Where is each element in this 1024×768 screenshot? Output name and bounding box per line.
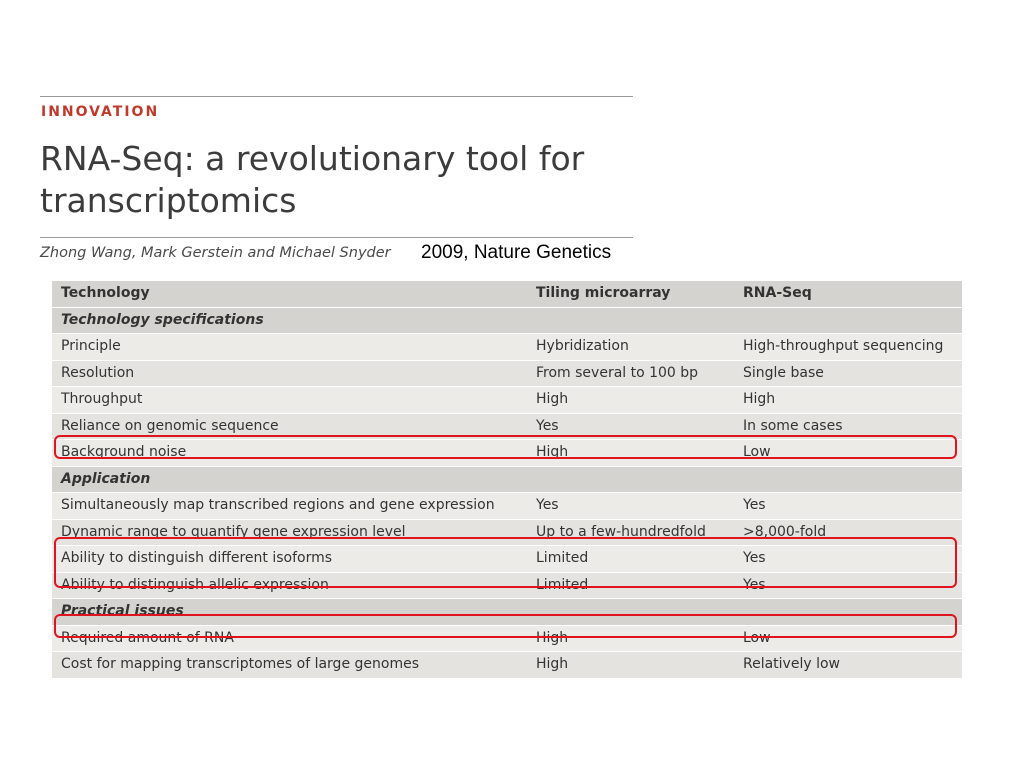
paper-title: RNA-Seq: a revolutionary tool for transcriptomics	[40, 139, 585, 220]
table-row	[52, 334, 962, 361]
row-label: Dynamic range to quantify gene expression level	[61, 523, 406, 540]
rnaseq-value: Yes	[743, 576, 766, 593]
rnaseq-value: Low	[743, 629, 771, 646]
citation-note: 2009, Nature Genetics	[421, 242, 612, 263]
section-title: Application	[61, 470, 151, 487]
row-label: Reliance on genomic sequence	[61, 417, 279, 434]
rnaseq-value: High	[743, 391, 776, 407]
microarray-value: Yes	[536, 417, 559, 434]
section-row	[52, 467, 962, 494]
microarray-value: High	[536, 444, 569, 460]
section-title: Practical issues	[61, 603, 184, 619]
row-label: Background noise	[61, 444, 187, 460]
row-label: Simultaneously map transcribed regions and gene expression	[61, 497, 495, 513]
microarray-value: High	[536, 656, 569, 672]
row-label: Cost for mapping transcriptomes of large genomes	[61, 656, 419, 672]
column-header: RNA-Seq	[743, 285, 812, 301]
top-rule	[40, 96, 633, 97]
table-row	[52, 652, 962, 679]
microarray-value: High	[536, 629, 569, 646]
microarray-value: Hybridization	[536, 338, 629, 354]
highlight-box-background-noise	[54, 435, 957, 459]
rnaseq-value: Yes	[743, 550, 766, 566]
table-row	[52, 493, 962, 520]
microarray-value: From several to 100 bp	[536, 364, 699, 381]
row-label: Resolution	[61, 364, 135, 381]
section-row	[52, 308, 962, 335]
highlight-box-rna-amount	[54, 614, 957, 638]
microarray-value: Yes	[536, 497, 559, 513]
paper-authors: Zhong Wang, Mark Gerstein and Michael Snyder	[40, 245, 391, 261]
row-label: Required amount of RNA	[61, 629, 234, 646]
microarray-value: Limited	[536, 550, 589, 566]
rnaseq-value: >8,000-fold	[743, 523, 827, 540]
rnaseq-value: Single base	[743, 364, 824, 381]
row-label: Throughput	[61, 391, 143, 407]
column-header: Tiling microarray	[536, 285, 671, 301]
rnaseq-value: High-throughput sequencing	[743, 338, 944, 354]
row-label: Ability to distinguish allelic expression	[61, 576, 329, 593]
section-kicker: INNOVATION	[41, 104, 160, 120]
microarray-value: High	[536, 391, 569, 407]
table-header-row	[52, 281, 962, 308]
rnaseq-value: Relatively low	[743, 656, 840, 672]
microarray-value: Up to a few-hundredfold	[536, 523, 706, 540]
title-rule	[40, 237, 633, 238]
section-title: Technology specifications	[61, 311, 264, 328]
row-label: Ability to distinguish different isoforms	[61, 550, 333, 566]
table-row	[52, 387, 962, 414]
rnaseq-value: Low	[743, 444, 771, 460]
column-header: Technology	[61, 285, 150, 301]
microarray-value: Limited	[536, 576, 589, 593]
highlight-box-isoform-allelic	[54, 537, 957, 588]
rnaseq-value: Yes	[743, 497, 766, 513]
table-row	[52, 361, 962, 388]
rnaseq-value: In some cases	[743, 417, 843, 434]
row-label: Principle	[61, 338, 121, 354]
